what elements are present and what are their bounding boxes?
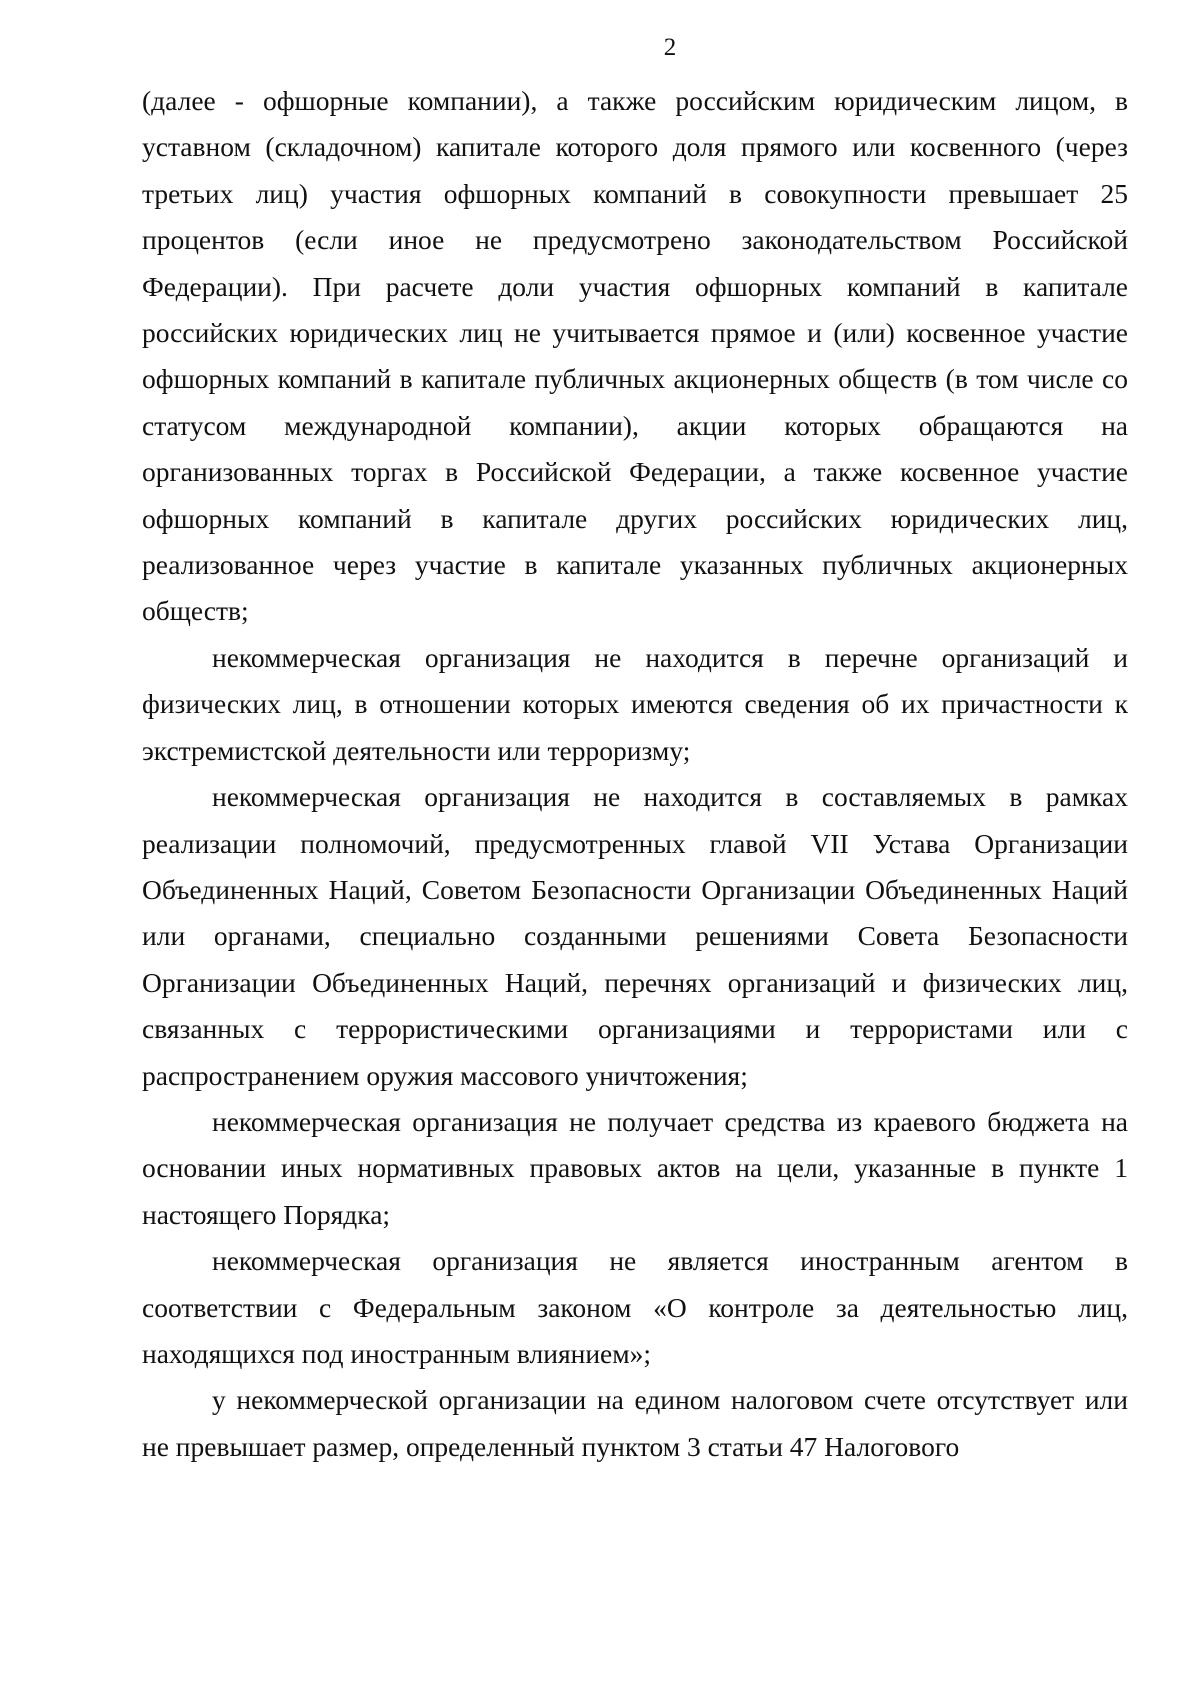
paragraph-extremism-list: некоммерческая организация не находится в перечне организаций и физических лиц, в отношении которых имеются сведения об их причастности к экстремистской деятельности или терроризму;: [142, 641, 1128, 766]
paragraph-tax-account: у некоммерческой организации на едином налоговом счете отсутствует или не превышает размер, определенный пунктом 3 статьи 47 Налогового: [142, 1384, 1128, 1462]
paragraph-un-sanctions-list: некоммерческая организация не находится в составляемых в рамках реализации полномочий, предусмотренных главой VII Устава Организации Объединенных Наций, Советом Безопасности Организации Объединенных Наций или органами, специально созданными решениями Совета Безопасности Организации Объединенных Наций, перечнях организаций и физических лиц, связанных с террористическими организациями и террористами или с распространением оружия массового уничтожения;: [142, 781, 1128, 1091]
paragraph-foreign-agent: некоммерческая организация не является иностранным агентом в соответствии с Федеральным законом «О контроле за деятельностью лиц, находящихся под иностранным влиянием»;: [142, 1245, 1128, 1369]
paragraph-regional-budget: некоммерческая организация не получает средства из краевого бюджета на основании иных нормативных правовых актов на цели, указанные в пункте 1 настоящего Порядка;: [142, 1105, 1128, 1230]
page-number: 2: [663, 34, 677, 61]
paragraph-offshore-continuation: (далее - офшорные компании), а также российским юридическим лицом, в уставном (складочном) капитале которого доля прямого или косвенного (через третьих лиц) участия офшорных компаний в совокупности превышает 25 процентов (если иное не предусмотрено законодательством Российской Федерации). При расчете доли участия офшорных компаний в капитале российских юридических лиц не учитывается прямое и (или) косвенное участие офшорных компаний в капитале публичных акционерных обществ (в том числе со статусом международной компании), акции которых обращаются на организованных торгах в Российской Федерации, а также косвенное участие офшорных компаний в капитале других российских юридических лиц, реализованное через участие в капитале указанных публичных акционерных обществ;: [142, 85, 1128, 627]
